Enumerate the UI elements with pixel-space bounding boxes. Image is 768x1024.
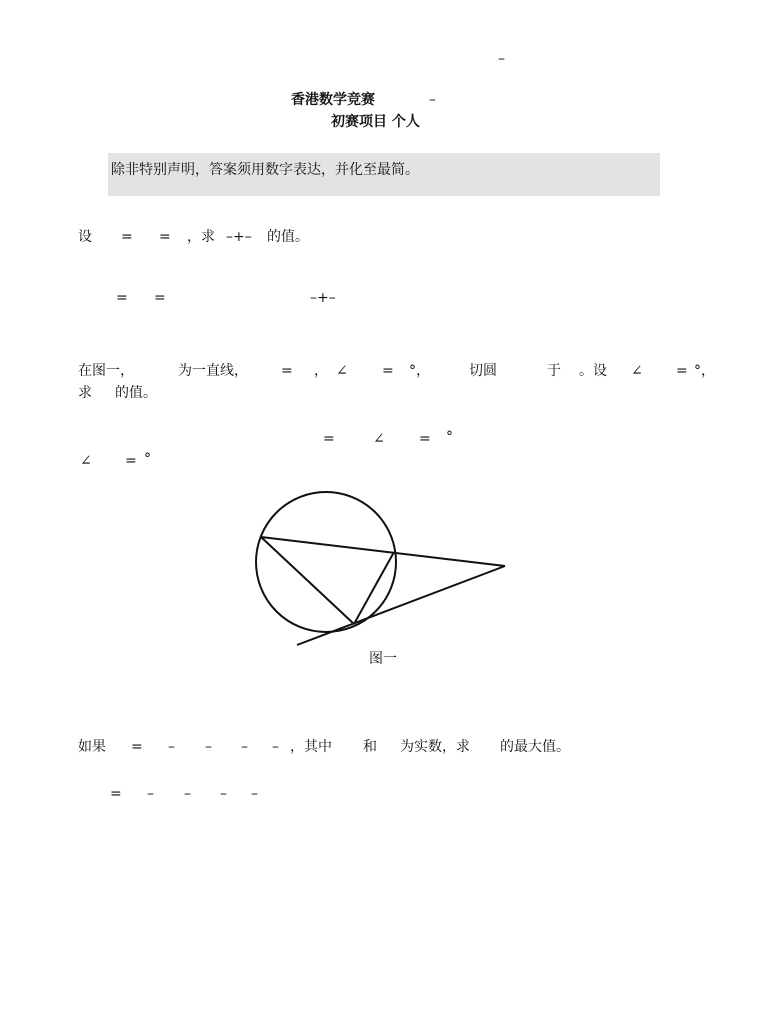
p1-text-1: 设 (78, 229, 92, 245)
figure-circle (256, 492, 396, 632)
p2-degree-1: °， (409, 363, 430, 379)
p2-degree-2: °， (694, 363, 715, 379)
p2-text-7: 的值。 (115, 385, 157, 401)
p3-equals: = (131, 739, 143, 755)
p1-answer-equals-2: = (154, 290, 166, 306)
p2-text-4: 于 (547, 363, 561, 379)
corner-dash: – (498, 51, 505, 67)
p2-text-3: 切圆 (469, 363, 497, 379)
p2-angle-1: ∠ (336, 363, 348, 379)
p2-equals-3: = (676, 363, 688, 379)
p2-solution-equals-3: = (125, 453, 137, 469)
p3-answer-minus-4: – (251, 786, 258, 802)
p1-text-3: 的值。 (267, 229, 309, 245)
p2-solution-equals-2: = (419, 431, 431, 447)
p3-text-2: ，其中 (290, 739, 332, 755)
p2-solution-degree-2: ° (144, 451, 151, 467)
p2-text-6: 求 (78, 385, 92, 401)
p3-answer-equals: = (110, 786, 122, 802)
p2-solution-equals-1: = (323, 431, 335, 447)
secant-line (261, 537, 505, 566)
title-dash: – (429, 92, 436, 108)
p2-text-2: 为一直线， (178, 363, 248, 379)
p3-minus-3: – (241, 739, 248, 755)
p1-equals-1: = (121, 229, 133, 245)
figure-caption: 图一 (369, 651, 397, 667)
p3-answer-minus-2: – (184, 786, 191, 802)
p2-text-1: 在图一， (78, 363, 134, 379)
p1-answer-equals-1: = (116, 290, 128, 306)
p3-answer-minus-1: – (147, 786, 154, 802)
title-line-2: 初赛项目 个人 (331, 114, 420, 130)
p3-minus-1: – (168, 739, 175, 755)
p2-solution-degree: ° (446, 429, 453, 445)
p2-equals-2: = (382, 363, 394, 379)
p1-expression: –+– (226, 229, 252, 245)
tangent-line (297, 566, 505, 645)
p3-minus-4: – (272, 739, 279, 755)
p2-angle-2: ∠ (631, 363, 643, 379)
p3-answer-minus-3: – (220, 786, 227, 802)
p1-text-2: ，求 (187, 229, 215, 245)
p3-text-5: 的最大值。 (500, 739, 570, 755)
p2-comma-1: ， (314, 363, 328, 379)
p1-answer-expression: –+– (310, 290, 336, 306)
p1-equals-2: = (159, 229, 171, 245)
p3-text-1: 如果 (78, 739, 106, 755)
p2-equals-1: = (281, 363, 293, 379)
p2-solution-angle-2: ∠ (80, 453, 92, 469)
instruction-text: 除非特别声明，答案须用数字表达，并化至最简。 (111, 162, 419, 178)
title-line-1: 香港数学竞赛 (291, 92, 375, 108)
p2-text-5: 。设 (579, 363, 607, 379)
p3-text-4: 为实数，求 (400, 739, 470, 755)
p2-solution-angle: ∠ (373, 431, 385, 447)
p3-minus-2: – (205, 739, 212, 755)
p3-text-3: 和 (363, 739, 377, 755)
